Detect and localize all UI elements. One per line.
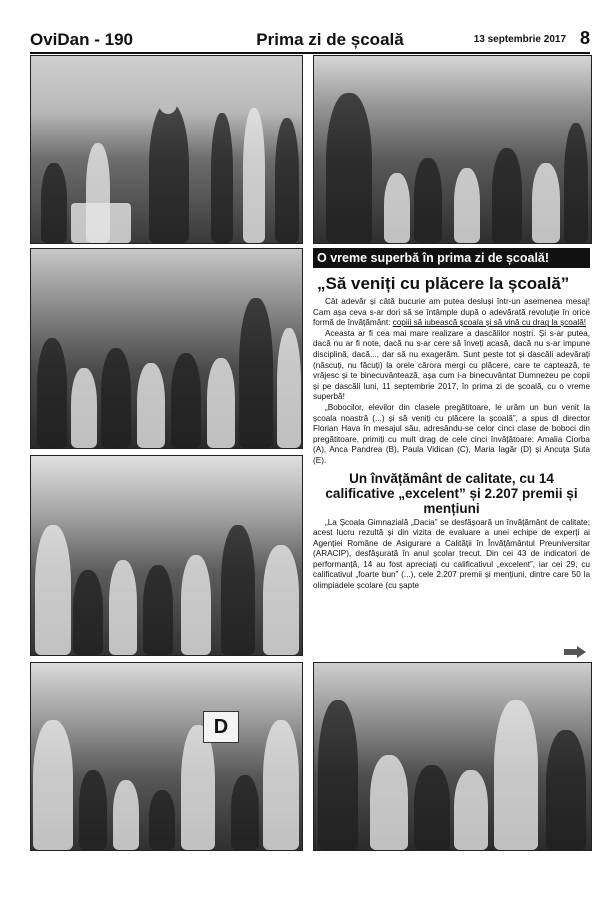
page-header xyxy=(30,30,590,50)
photo-speech-ceremony xyxy=(30,55,303,244)
photo-class-d-sign xyxy=(30,662,303,851)
publication-name: OviDan - 190 xyxy=(30,30,133,49)
class-sign: D xyxy=(203,711,239,743)
article-banner: O vreme superbă în prima zi de școală! xyxy=(313,248,590,268)
article-body-2 xyxy=(313,518,590,592)
paragraph-4: „La Școala Gimnazială „Dacia” se desfășoară un învățământ de calitate; acest lucru rezultă și din vizita de evaluare a unei echipe de experți ai Agenției Române de Asigurare a Calității în Învățământul Preuniversitar (ARACIP), desfășurată în anul școlar trecut. Din cei 43 de indicatori de performanță, 14 au fost apreciați cu calificativul „excelent”, iar cei 29, cu calificativul „foarte bun” (...), cele 2.207 premii și mențiuni, dintre care 50 la olimpiadele școlare (cu șapte xyxy=(313,517,590,591)
photo-pupils-with-parents xyxy=(30,455,303,656)
article-subtitle: Un învățământ de calitate, cu 14 calificative „excelent” și 2.207 premii și mențiuni xyxy=(325,470,578,516)
page-number: 8 xyxy=(579,28,590,48)
right-arrow-icon xyxy=(564,646,586,658)
article-body xyxy=(313,297,590,467)
paragraph-1 xyxy=(313,297,590,329)
paragraph-1-text: Cât adevăr și câtă bucurie am putea desluși într-un asemenea mesaj! Cam așa ceva s-ar dori să se întâmple după o adevărată revoluție în orice formă de învățământ: xyxy=(313,297,590,328)
photo-children-crowd xyxy=(313,55,592,244)
issue-date: 13 septembrie 2017 xyxy=(473,34,566,45)
paragraph-3: „Bobocilor, elevilor din clasele pregătitoare, le urăm un bun venit la școala noastră (...) și să veniți cu plăcere la școală”, a spus dl director Florian Hava în mesajul său, adresându-se celor cinci clase de boboci din pregătitoare, primiți cu mult drag de cele cinci învățătoare: Amalia Ciorba (A), Anca Pandrea (B), Paula Vidican (C), Maria Iagăr (D) și Ancuța Șuta (E). xyxy=(313,402,590,465)
photo-boys-front-row xyxy=(313,662,592,851)
paragraph-1-underlined: copiii să iubească școala și să vină cu drag la școală! xyxy=(392,318,587,328)
header-divider xyxy=(30,52,590,54)
paragraph-2: Aceasta ar fi cea mai mare realizare a dascălilor noștri. Și s-ar putea, dacă nu ar fi note, dacă nu s-ar cere să înveți acasă, dacă nu s-ar impune disciplină, dacă..., dar să nu exagerăm. Sunt peste tot și dascăli adevărați (născuți, nu făcuți) la orele cărora mergi cu plăcere, care te captează, te vrăjesc și te binecuvântează, așa cum i-a binecuvântat Dumnezeu pe copii și pe dascăli luni, 11 septembrie 2017, în prima zi de școală, cu o vreme superbă! xyxy=(313,328,590,402)
photo-students-group xyxy=(30,248,303,449)
article xyxy=(313,248,590,658)
article-title: „Să veniți cu plăcere la școală” xyxy=(317,274,570,293)
section-title: Prima zi de școală xyxy=(256,30,404,49)
